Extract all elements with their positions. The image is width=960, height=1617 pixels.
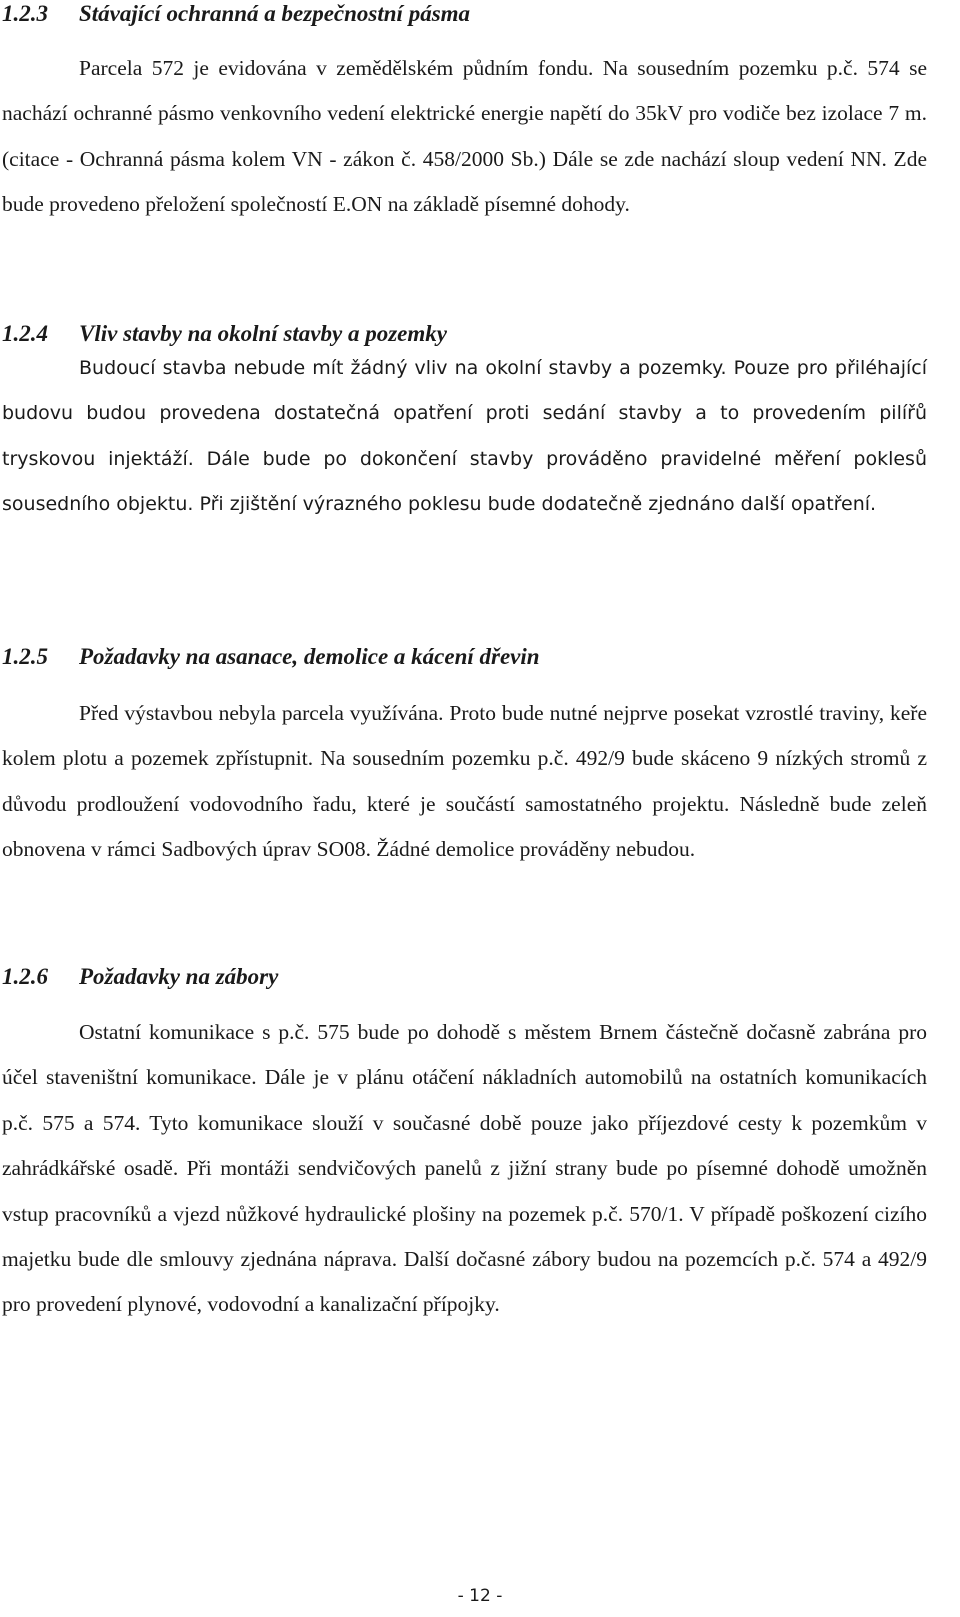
section-number: 1.2.5	[2, 644, 48, 669]
section-number: 1.2.3	[2, 1, 48, 26]
section-title: Stávající ochranná a bezpečnostní pásma	[79, 1, 471, 26]
section-paragraph-1-2-3: Parcela 572 je evidována v zemědělském půdním fondu. Na sousedním pozemku p.č. 574 se nachází ochranné pásmo venkovního vedení elektrické energie napětí do 35kV pro vodiče bez izolace 7 m. (citace - Ochranná pásma kolem VN - zákon č. 458/2000 Sb.) Dále se zde nachází sloup vedení NN. Zde bude provedeno přeložení společností E.ON na základě písemné dohody.	[2, 56, 927, 217]
section-paragraph-1-2-6: Ostatní komunikace s p.č. 575 bude po dohodě s městem Brnem částečně dočasně zabrána pro účel staveništní komunikace. Dále je v plánu otáčení nákladních automobilů na ostatních komunikacích p.č. 575 a 574. Tyto komunikace slouží v současné době pouze jako příjezdové cesty k pozemkům v zahrádkářské osadě. Při montáži sendvičových panelů z jižní strany bude po písemné dohodě umožněn vstup pracovníků a vjezd nůžkové hydraulické plošiny na pozemek p.č. 570/1. V případě poškození cizího majetku bude dle smlouvy zjednána náprava. Další dočasné zábory budou na pozemcích p.č. 574 a 492/9 pro provedení plynové, vodovodní a kanalizační přípojky.	[2, 1020, 927, 1317]
section-title: Požadavky na zábory	[79, 964, 279, 989]
section-heading-1-2-5	[2, 643, 540, 671]
section-heading-1-2-6	[2, 963, 278, 991]
section-paragraph-1-2-4: Budoucí stavba nebude mít žádný vliv na okolní stavby a pozemky. Pouze pro přiléhající budovu budou provedena dostatečná opatření proti sedání stavby a to provedením pilířů tryskovou injektáží. Dále bude po dokončení stavby prováděno pravidelné měření poklesů sousedního objektu. Při zjištění výrazného poklesu bude dodatečně zjednáno další opatření.	[2, 357, 927, 516]
section-title: Požadavky na asanace, demolice a kácení dřevin	[79, 644, 540, 669]
section-heading-1-2-3	[2, 0, 470, 28]
section-number: 1.2.4	[2, 321, 48, 346]
section-title: Vliv stavby na okolní stavby a pozemky	[79, 321, 447, 346]
section-number: 1.2.6	[2, 964, 48, 989]
section-paragraph-1-2-5: Před výstavbou nebyla parcela využívána. Proto bude nutné nejprve posekat vzrostlé traviny, keře kolem plotu a pozemek zpřístupnit. Na sousedním pozemku p.č. 492/9 bude skáceno 9 nízkých stromů z důvodu prodloužení vodovodního řadu, které je součástí samostatného projektu. Následně bude zeleň obnovena v rámci Sadbových úprav SO08. Žádné demolice prováděny nebudou.	[2, 701, 927, 862]
page-number: - 12 -	[457, 1586, 503, 1606]
section-heading-1-2-4	[2, 320, 447, 348]
